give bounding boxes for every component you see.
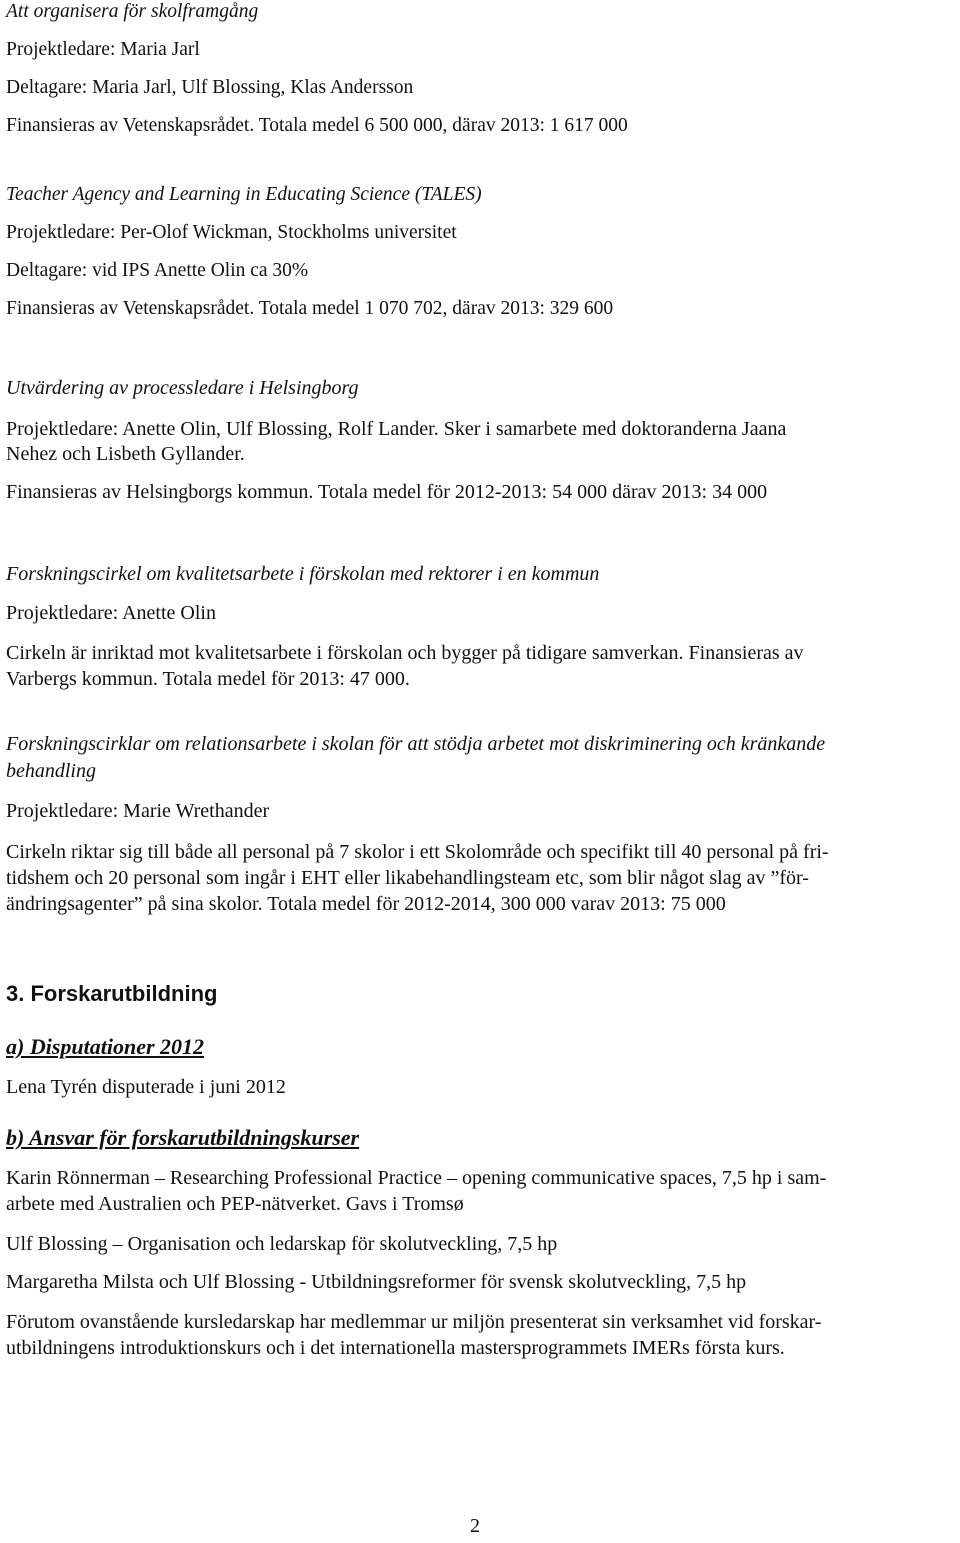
project-description-continued: Varbergs kommun. Totala medel för 2013: 47 000. xyxy=(6,668,410,690)
course-entry: Margaretha Milsta och Ulf Blossing - Utbildningsreformer för svensk skolutveckling, 7,5 hp xyxy=(6,1271,747,1293)
course-summary: Förutom ovanstående kursledarskap har medlemmar ur miljön presenterat sin verksamhet vid forskar- xyxy=(6,1311,822,1333)
project-leader: Projektledare: Anette Olin xyxy=(6,602,216,624)
course-entry-continued: arbete med Australien och PEP-nätverket. Gavs i Tromsø xyxy=(6,1193,464,1215)
page-number: 2 xyxy=(470,1515,480,1537)
project-leader: Projektledare: Maria Jarl xyxy=(6,39,200,60)
project-participants: Deltagare: vid IPS Anette Olin ca 30% xyxy=(6,260,309,281)
project-title: Forskningscirklar om relationsarbete i skolan för att stödja arbetet mot diskriminering och kränkande xyxy=(6,733,826,755)
project-description-continued: tidshem och 20 personal som ingår i EHT eller likabehandlingsteam etc, som blir något slag av ”för- xyxy=(6,867,809,889)
project-title-continued: behandling xyxy=(6,760,96,782)
project-participants: Deltagare: Maria Jarl, Ulf Blossing, Klas Andersson xyxy=(6,77,414,98)
project-title: Teacher Agency and Learning in Educating Science (TALES) xyxy=(6,184,482,205)
project-title: Forskningscirkel om kvalitetsarbete i förskolan med rektorer i en kommun xyxy=(6,563,600,585)
project-leader: Projektledare: Marie Wrethander xyxy=(6,800,270,822)
section-heading: 3. Forskarutbildning xyxy=(6,981,218,1006)
project-description-continued: ändringsagenter” på sina skolor. Totala medel för 2012-2014, 300 000 varav 2013: 75 000 xyxy=(6,893,726,915)
project-funding: Finansieras av Vetenskapsrådet. Totala medel 1 070 702, därav 2013: 329 600 xyxy=(6,298,614,319)
subsection-heading-b: b) Ansvar för forskarutbildningskurser xyxy=(6,1125,360,1150)
project-leader: Projektledare: Per-Olof Wickman, Stockholms universitet xyxy=(6,222,457,243)
project-title: Att organisera för skolframgång xyxy=(6,1,259,22)
course-entry: Ulf Blossing – Organisation och ledarskap för skolutveckling, 7,5 hp xyxy=(6,1233,558,1255)
project-description: Cirkeln är inriktad mot kvalitetsarbete i förskolan och bygger på tidigare samverkan. Finansieras av xyxy=(6,642,804,664)
course-summary-continued: utbildningens introduktionskurs och i det internationella mastersprogrammets IMERs första kurs. xyxy=(6,1337,785,1359)
project-leader: Projektledare: Anette Olin, Ulf Blossing, Rolf Lander. Sker i samarbete med doktoranderna Jaana xyxy=(6,418,787,440)
project-title: Utvärdering av processledare i Helsingborg xyxy=(6,377,359,399)
project-funding: Finansieras av Vetenskapsrådet. Totala medel 6 500 000, därav 2013: 1 617 000 xyxy=(6,115,628,136)
project-funding: Finansieras av Helsingborgs kommun. Totala medel för 2012-2013: 54 000 därav 2013: 34 000 xyxy=(6,481,768,503)
subsection-heading-a: a) Disputationer 2012 xyxy=(6,1034,205,1059)
course-entry: Karin Rönnerman – Researching Professional Practice – opening communicative spaces, 7,5 hp i sam- xyxy=(6,1167,827,1189)
dissertation-entry: Lena Tyrén disputerade i juni 2012 xyxy=(6,1076,286,1098)
project-description: Cirkeln riktar sig till både all personal på 7 skolor i ett Skolområde och specifikt till 40 personal på fri- xyxy=(6,841,829,863)
project-leader-continued: Nehez och Lisbeth Gyllander. xyxy=(6,443,245,465)
